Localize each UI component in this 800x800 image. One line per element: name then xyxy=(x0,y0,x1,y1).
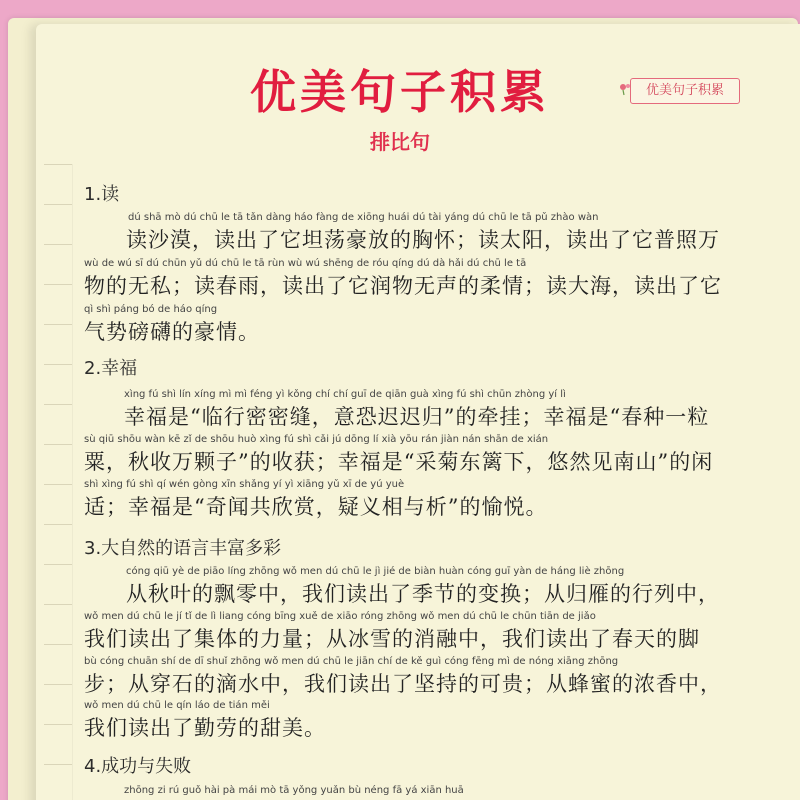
pinyin-line: xìng fú shì lín xíng mì mì féng yì kǒng chí chí guī de qiān guà xìng fú shì chūn zhòng yí lì xyxy=(124,389,566,400)
section-title: 3.大自然的语言丰富多彩 xyxy=(84,538,282,559)
section-title: 4.成功与失败 xyxy=(84,756,192,777)
title-badge: 优美句子积累 xyxy=(630,78,740,104)
hanzi-line: 粟，秋收万颗子”的收获；幸福是“采菊东篱下，悠然见南山”的闲 xyxy=(84,450,714,474)
pinyin-line: wù de wú sī dú chūn yǔ dú chū le tā rùn wù wú shēng de róu qíng dú dà hǎi dú chū le tā xyxy=(84,258,527,269)
hanzi-line: 幸福是“临行密密缝，意恐迟迟归”的牵挂；幸福是“春种一粒 xyxy=(124,405,710,429)
hanzi-line: 我们读出了勤劳的甜美。 xyxy=(84,716,326,740)
pinyin-line: cóng qiū yè de piāo líng zhōng wǒ men dú chū le jì jié de biàn huàn cóng guī yàn de háng liè zhōng xyxy=(126,566,625,577)
hanzi-line: 物的无私；读春雨，读出了它润物无声的柔情；读大海，读出了它 xyxy=(84,274,722,298)
pinyin-line: dú shā mò dú chū le tā tǎn dàng háo fàng de xiōng huái dú tài yáng dú chū le tā pǔ zhào wàn xyxy=(128,212,599,223)
pinyin-line: wǒ men dú chū le qín láo de tián měi xyxy=(84,700,270,711)
pinyin-line: wǒ men dú chū le jí tǐ de lì liang cóng bīng xuě de xiāo róng zhōng wǒ men dú chū le chūn tiān de jiǎo xyxy=(84,611,596,622)
pinyin-line: zhōng zi rú guǒ hài pà mái mò tā yǒng yuǎn bù néng fā yá xiān huā xyxy=(124,785,464,796)
hanzi-line: 我们读出了集体的力量；从冰雪的消融中，我们读出了春天的脚 xyxy=(84,627,700,651)
hanzi-line: 读沙漠，读出了它坦荡豪放的胸怀；读太阳，读出了它普照万 xyxy=(126,228,720,252)
pinyin-line: bù cóng chuān shí de dī shuǐ zhōng wǒ men dú chū le jiān chí de kě guì cóng fēng mì de nóng xiāng zhōng xyxy=(84,656,619,667)
pinyin-line: shì xìng fú shì qí wén gòng xīn shǎng yí yì xiāng yǔ xī de yú yuè xyxy=(84,479,405,490)
hanzi-line: 气势磅礴的豪情。 xyxy=(84,320,260,344)
pinyin-line: qì shì páng bó de háo qíng xyxy=(84,304,218,315)
section-title: 2.幸福 xyxy=(84,358,138,379)
pinyin-line: sù qiū shōu wàn kē zǐ de shōu huò xìng fú shì cǎi jú dōng lí xià yōu rán jiàn nán shān de xián xyxy=(84,434,549,445)
hanzi-line: 从秋叶的飘零中，我们读出了季节的变换；从归雁的行列中， xyxy=(126,582,720,606)
hanzi-line: 步；从穿石的滴水中，我们读出了坚持的可贵；从蜂蜜的浓香中， xyxy=(84,672,722,696)
hanzi-line: 适；幸福是“奇闻共欣赏，疑义相与析”的愉悦。 xyxy=(84,495,548,519)
section-title: 1.读 xyxy=(84,184,120,205)
page-title: 优美句子积累 xyxy=(250,65,550,119)
page-subtitle: 排比句 xyxy=(370,130,430,154)
